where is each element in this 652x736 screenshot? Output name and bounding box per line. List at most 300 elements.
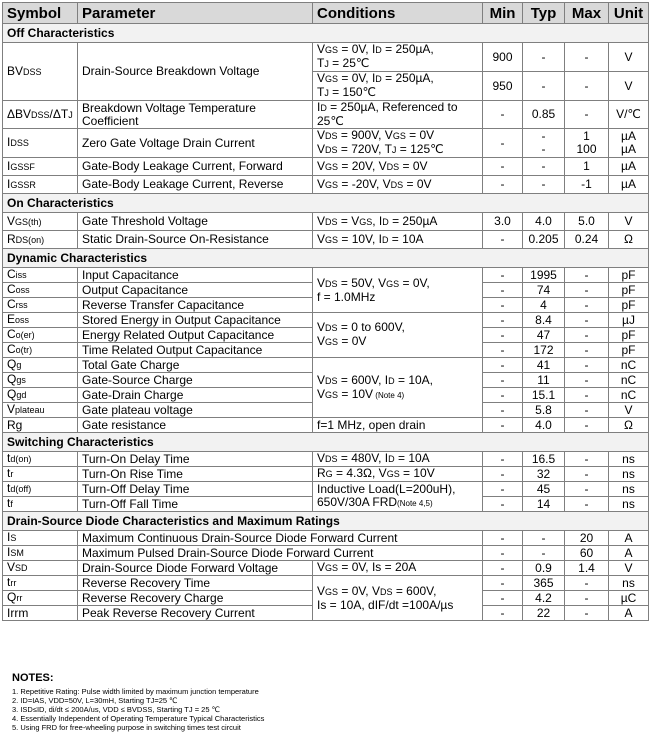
cond-sub: GS [325, 563, 339, 573]
cond-sub: DS [325, 145, 338, 155]
unit-cell: V/℃ [609, 101, 649, 129]
max-cell: - [565, 101, 609, 129]
symbol-sub: gd [16, 390, 27, 400]
symbol-cell [3, 467, 78, 482]
condition-cell [313, 231, 483, 249]
symbol-text: C [7, 327, 16, 341]
parameter-cell: Stored Energy in Output Capacitance [78, 313, 313, 328]
min-cell: - [483, 497, 523, 512]
cond-text: V [317, 275, 326, 290]
parameter-cell: Breakdown Voltage Temperature Coefficient [78, 101, 313, 129]
cond-text: = 0V [403, 176, 432, 191]
symbol-sub: o(tr) [15, 345, 33, 355]
cond-sub: DS [379, 586, 393, 597]
max-cell: - [565, 373, 609, 388]
symbol-sub: gs [16, 375, 26, 385]
symbol-text: C [7, 282, 16, 296]
symbol-sub: DS(on) [15, 234, 45, 245]
symbol-text: C [7, 267, 16, 281]
min-cell: - [483, 467, 523, 482]
condition-cell [313, 213, 483, 231]
cond-text: = 50V, V [337, 275, 387, 290]
max-cell: - [565, 576, 609, 591]
min-cell: - [483, 231, 523, 249]
max-cell: 60 [565, 546, 609, 561]
cond-sub: GS [325, 586, 339, 597]
symbol-text: V [7, 213, 16, 228]
condition-cell [313, 452, 483, 467]
max-cell: - [565, 358, 609, 373]
table-row [3, 213, 649, 231]
cond-sub: GS [325, 234, 339, 245]
table-row [3, 313, 649, 328]
cond-sub: D [320, 103, 327, 113]
symbol-cell [3, 313, 78, 328]
symbol-sub: r [10, 469, 14, 479]
parameter-cell: Turn-On Delay Time [78, 452, 313, 467]
section-row [3, 24, 649, 43]
table-row [3, 561, 649, 576]
symbol-sub: d(off) [10, 484, 32, 494]
header-min: Min [483, 3, 523, 24]
cond-sub: D [388, 454, 395, 464]
condition-cell [313, 43, 483, 72]
cond-text: V [317, 583, 326, 598]
max-cell: 1.4 [565, 561, 609, 576]
min-cell: - [483, 328, 523, 343]
unit-cell: nC [609, 373, 649, 388]
cond-text: f = 1.0MHz [317, 289, 376, 304]
cond-text: = 0V [338, 334, 367, 348]
parameter-cell: Static Drain-Source On-Resistance [78, 231, 313, 249]
condition-cell [313, 576, 483, 621]
typ-cell: - [523, 531, 565, 546]
cond-text: = 10A [394, 451, 430, 465]
max-cell [565, 129, 609, 158]
cond-text: = 10A [388, 231, 424, 246]
cond-text: V [317, 320, 326, 334]
cond-text: = 150℃ [328, 85, 377, 99]
unit-cell: pF [609, 343, 649, 358]
note-item: 2. ID=IAS, VDD=50V, L=30mH, Starting TJ=25 ℃ [12, 696, 178, 705]
header-symbol: Symbol [3, 3, 78, 24]
typ-cell: 22 [523, 606, 565, 621]
parameter-cell: Gate plateau voltage [78, 403, 313, 418]
header-unit: Unit [609, 3, 649, 24]
unit-cell: A [609, 546, 649, 561]
condition-cell [313, 129, 483, 158]
cond-text: = 125℃ [396, 142, 444, 156]
symbol-text: E [7, 312, 16, 326]
min-cell: - [483, 606, 523, 621]
unit-cell: ns [609, 452, 649, 467]
parameter-cell: Drain-Source Diode Forward Voltage [78, 561, 313, 576]
unit-cell: pF [609, 268, 649, 283]
symbol-sub: DSS [31, 109, 50, 120]
typ-cell: 47 [523, 328, 565, 343]
cond-text: V [317, 176, 326, 191]
cond-sub: GS [325, 161, 339, 172]
parameter-cell: Gate-Body Leakage Current, Reverse [78, 176, 313, 194]
unit-cell: nC [609, 358, 649, 373]
cond-text: = 4.3Ω, V [332, 466, 387, 480]
cond-text: = 250µA, [381, 71, 434, 85]
symbol-cell [3, 388, 78, 403]
typ-cell: 4 [523, 298, 565, 313]
symbol-sub: iss [15, 270, 27, 280]
typ-cell: 16.5 [523, 452, 565, 467]
cond-sub: J [391, 145, 397, 155]
symbol-cell: Rg [3, 418, 78, 433]
min-cell: - [483, 298, 523, 313]
cond-text: = 600V, [392, 583, 437, 598]
symbol-text: V [7, 560, 16, 574]
max-cell: - [565, 467, 609, 482]
symbol-sub: plateau [15, 405, 45, 415]
unit-cell: ns [609, 467, 649, 482]
symbol-sub: d(on) [10, 454, 32, 464]
parameter-cell: Output Capacitance [78, 283, 313, 298]
cond-sub: J [324, 59, 329, 69]
section-title: Switching Characteristics [3, 433, 649, 452]
cond-text: = V [337, 213, 360, 228]
typ-cell: 11 [523, 373, 565, 388]
cond-text: V [317, 386, 326, 401]
parameter-cell: Reverse Recovery Charge [78, 591, 313, 606]
parameter-cell: Gate-Drain Charge [78, 388, 313, 403]
unit-cell: pF [609, 298, 649, 313]
symbol-sub: oss [15, 315, 30, 325]
max-cell: - [565, 43, 609, 72]
note-item: 4. Essentially Independent of Operating Temperature Typical Characteristics [12, 714, 265, 723]
condition-cell [313, 72, 483, 101]
symbol-cell [3, 213, 78, 231]
max-cell: - [565, 283, 609, 298]
section-row [3, 194, 649, 213]
symbol-sub: DSS [10, 138, 29, 148]
unit-cell: A [609, 531, 649, 546]
parameter-cell: Input Capacitance [78, 268, 313, 283]
note-item: 1. Repetitive Rating: Pulse width limited by maximum junction temperature [12, 687, 259, 696]
cond-text: = 0V [399, 158, 428, 173]
symbol-text: t [7, 466, 11, 480]
min-cell: - [483, 452, 523, 467]
symbol-sub: S [10, 533, 17, 543]
table-row [3, 482, 649, 497]
table-header-row [3, 3, 649, 24]
min-cell: - [483, 591, 523, 606]
condition-cell [313, 101, 483, 129]
cond-text: T [317, 56, 325, 70]
condition-cell [313, 158, 483, 176]
notes-list [12, 687, 632, 732]
table-row [3, 418, 649, 433]
cond-text: = 250µA [388, 213, 438, 228]
typ-cell: 32 [523, 467, 565, 482]
cond-sub: GS [386, 278, 400, 289]
condition-cell [313, 268, 483, 313]
cond-text: , I [372, 213, 383, 228]
symbol-text: C [7, 297, 16, 311]
cond-text: V [317, 71, 326, 85]
unit-cell [609, 129, 649, 158]
symbol-text: I [7, 135, 11, 149]
cond-sub: GS [325, 45, 339, 55]
cond-sub: DS [325, 375, 338, 386]
symbol-sub: rr [16, 593, 23, 603]
typ-cell: - [523, 176, 565, 194]
value-text: µA [621, 129, 636, 143]
value-text: - [541, 129, 546, 143]
unit-cell: ns [609, 482, 649, 497]
typ-cell: 1995 [523, 268, 565, 283]
table-row [3, 231, 649, 249]
cond-sub: D [381, 234, 389, 245]
cond-text: = 0V, Is = 20A [338, 560, 417, 574]
symbol-text: Q [7, 387, 17, 401]
symbol-sub: DSS [23, 66, 42, 77]
typ-cell: 15.1 [523, 388, 565, 403]
table-row [3, 43, 649, 72]
parameter-cell: Total Gate Charge [78, 358, 313, 373]
unit-cell: nC [609, 388, 649, 403]
symbol-text: I [7, 545, 11, 559]
cond-text: = 250µA, [381, 42, 434, 56]
symbol-cell [3, 283, 78, 298]
condition-cell [313, 561, 483, 576]
cond-sub: DS [325, 323, 338, 333]
section-title: Off Characteristics [3, 24, 649, 43]
symbol-sub: J [68, 109, 73, 120]
symbol-text: t [7, 481, 11, 495]
typ-cell: 4.0 [523, 213, 565, 231]
symbol-text: ΔBV [7, 106, 32, 121]
symbol-cell [3, 546, 78, 561]
parameter-cell: Gate Threshold Voltage [78, 213, 313, 231]
notes-section [12, 672, 632, 732]
typ-cell: 14 [523, 497, 565, 512]
cond-sub: DS [325, 131, 338, 141]
symbol-cell [3, 452, 78, 467]
header-parameter: Parameter [78, 3, 313, 24]
unit-cell: Ω [609, 418, 649, 433]
cond-sub: GS [359, 216, 373, 227]
cond-sub: DS [325, 216, 338, 227]
unit-cell: V [609, 403, 649, 418]
symbol-sub: SM [10, 548, 24, 558]
symbol-text: I [7, 176, 11, 191]
cond-text: = 0V, V [338, 583, 380, 598]
min-cell: - [483, 313, 523, 328]
section-title: Drain-Source Diode Characteristics and Maximum Ratings [3, 512, 649, 531]
symbol-cell [3, 358, 78, 373]
typ-cell: 0.9 [523, 561, 565, 576]
min-cell: - [483, 531, 523, 546]
max-cell: - [565, 403, 609, 418]
parameter-cell: Gate-Body Leakage Current, Forward [78, 158, 313, 176]
cond-text: = 0V, I [338, 71, 376, 85]
cond-text: = 0V, [399, 275, 430, 290]
cond-text: Inductive Load(L=200uH), [317, 482, 456, 496]
cond-sub: D [388, 375, 395, 386]
cond-sub: D [375, 74, 382, 84]
max-cell: - [565, 418, 609, 433]
parameter-cell: Reverse Transfer Capacitance [78, 298, 313, 313]
symbol-text: t [7, 496, 11, 510]
symbol-cell [3, 101, 78, 129]
cond-sub: DS [390, 179, 404, 190]
unit-cell: µC [609, 591, 649, 606]
min-cell: - [483, 373, 523, 388]
min-cell: - [483, 176, 523, 194]
notes-title: NOTES: [12, 672, 54, 684]
max-cell: - [565, 388, 609, 403]
parameter-cell: Turn-On Rise Time [78, 467, 313, 482]
condition-cell [313, 482, 483, 512]
max-cell: - [565, 313, 609, 328]
cond-sub: D [375, 45, 382, 55]
symbol-cell [3, 576, 78, 591]
cond-text: Is = 10A, dIF/dt =100A/µs [317, 597, 454, 612]
cond-text: = 0V [405, 128, 435, 142]
table-row [3, 268, 649, 283]
typ-cell: 0.85 [523, 101, 565, 129]
condition-cell [313, 467, 483, 482]
symbol-cell [3, 231, 78, 249]
max-cell: - [565, 343, 609, 358]
parameter-cell: Energy Related Output Capacitance [78, 328, 313, 343]
symbol-cell [3, 298, 78, 313]
cond-text: V [317, 128, 326, 142]
unit-cell: ns [609, 576, 649, 591]
typ-cell: 4.0 [523, 418, 565, 433]
min-cell: - [483, 482, 523, 497]
cond-text: V [317, 42, 326, 56]
min-cell: - [483, 343, 523, 358]
max-cell: - [565, 482, 609, 497]
cond-text: V [317, 560, 326, 574]
typ-cell: - [523, 158, 565, 176]
parameter-cell: Turn-Off Delay Time [78, 482, 313, 497]
cond-sub: DS [325, 454, 338, 464]
symbol-text: I [7, 158, 11, 173]
cond-text: T [317, 85, 325, 99]
cond-text: = 10V, I [338, 231, 382, 246]
symbol-sub: oss [15, 285, 30, 295]
symbol-cell [3, 561, 78, 576]
symbol-cell [3, 373, 78, 388]
cond-sub: D [382, 216, 389, 227]
cond-text: = 0 to 600V, [337, 320, 405, 334]
note-item: 3. ISD≤ID, di/dt ≤ 200A/us, VDD ≤ BVDSS, Starting TJ = 25 ℃ [12, 705, 221, 714]
value-text: µA [621, 142, 636, 156]
cond-text: V [317, 213, 326, 228]
cond-sub: G [325, 469, 333, 479]
symbol-cell [3, 268, 78, 283]
min-cell: - [483, 388, 523, 403]
min-cell: - [483, 158, 523, 176]
symbol-text: Q [7, 590, 17, 604]
table-row [3, 358, 649, 373]
max-cell: - [565, 606, 609, 621]
table-row [3, 576, 649, 591]
max-cell: 0.24 [565, 231, 609, 249]
header-max: Max [565, 3, 609, 24]
cond-sub: J [324, 88, 329, 98]
typ-cell: 172 [523, 343, 565, 358]
symbol-text: R [7, 231, 16, 246]
typ-cell: 45 [523, 482, 565, 497]
typ-cell: 41 [523, 358, 565, 373]
typ-cell: 0.205 [523, 231, 565, 249]
max-cell: 1 [565, 158, 609, 176]
parameter-cell: Maximum Pulsed Drain-Source Diode Forward Current [78, 546, 483, 561]
condition-cell [313, 358, 483, 418]
cond-text: = 10V [399, 466, 435, 480]
max-cell: - [565, 298, 609, 313]
symbol-cell [3, 343, 78, 358]
symbol-text: V [7, 402, 16, 416]
condition-cell [313, 313, 483, 358]
symbol-text: I [7, 530, 11, 544]
symbol-cell [3, 497, 78, 512]
header-conditions: Conditions [313, 3, 483, 24]
min-cell: - [483, 358, 523, 373]
cond-text: V [317, 142, 326, 156]
cond-text: = 20V, V [338, 158, 387, 173]
cond-sub: GS [386, 469, 400, 479]
symbol-text: BV [7, 63, 24, 78]
unit-cell: pF [609, 328, 649, 343]
cond-text: = 600V, I [337, 372, 389, 387]
cond-sub: GS [325, 389, 339, 400]
unit-cell: V [609, 43, 649, 72]
min-cell: - [483, 403, 523, 418]
note-item: 5. Using FRD for free-wheeling purpose in switching times test circuit [12, 723, 241, 732]
min-cell: 950 [483, 72, 523, 101]
condition-cell: f=1 MHz, open drain [313, 418, 483, 433]
typ-cell: - [523, 546, 565, 561]
cond-text: = 480V, I [337, 451, 389, 465]
cond-text: = 10A, [394, 372, 434, 387]
symbol-text: /ΔT [49, 106, 69, 121]
cond-sub: GS [325, 74, 339, 84]
symbol-text: Q [7, 357, 17, 371]
section-row [3, 512, 649, 531]
max-cell: - [565, 591, 609, 606]
cond-sub: GS [392, 131, 406, 141]
cond-sub: DS [386, 161, 400, 172]
parameter-cell: Drain-Source Breakdown Voltage [78, 43, 313, 101]
symbol-sub: rss [15, 300, 28, 310]
max-cell: - [565, 328, 609, 343]
cond-text: = 720V, T [337, 142, 392, 156]
unit-cell: µA [609, 176, 649, 194]
max-cell: - [565, 452, 609, 467]
cond-text: = 0V, I [338, 42, 376, 56]
symbol-cell [3, 176, 78, 194]
cond-sub: DS [325, 278, 338, 289]
symbol-sub: GSSR [10, 179, 36, 190]
parameter-cell: Zero Gate Voltage Drain Current [78, 129, 313, 158]
symbol-text: t [7, 451, 11, 465]
symbol-cell [3, 129, 78, 158]
symbol-cell [3, 531, 78, 546]
parameter-cell: Time Related Output Capacitance [78, 343, 313, 358]
table-row [3, 546, 649, 561]
symbol-sub: rr [10, 578, 17, 588]
typ-cell: 365 [523, 576, 565, 591]
